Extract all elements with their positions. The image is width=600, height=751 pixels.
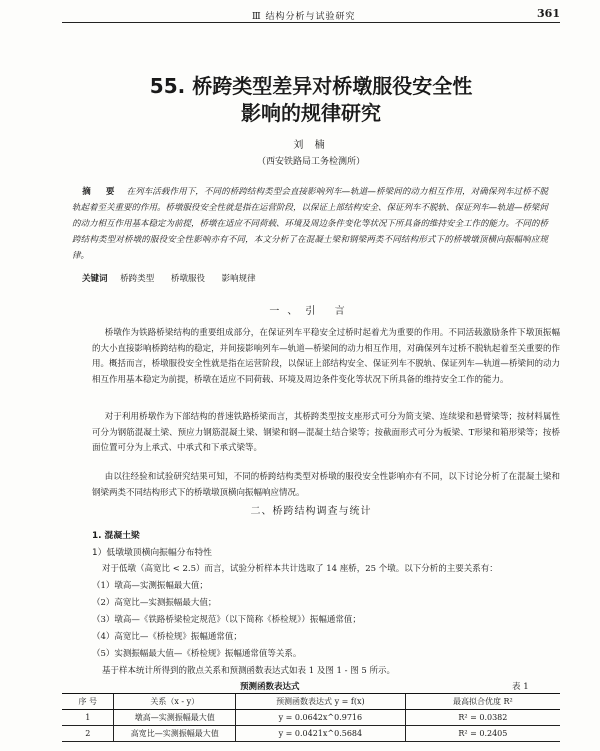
table-row bbox=[62, 710, 560, 726]
table-row bbox=[62, 726, 560, 742]
table-header-cell: 最高拟合优度 R² bbox=[405, 694, 560, 710]
intro-paragraph-3: 由以往经验和试验研究结果可知，不同的桥跨结构类型对桥墩的服役安全性影响亦有不同，以下讨论分析了在混凝土梁和钢梁两类不同结构形式下的桥墩墩顶横向振幅响应情况。 bbox=[92, 472, 560, 498]
paper-title-line2: 影响的规律研究 bbox=[241, 101, 381, 125]
intro-paragraph-2: 对于利用桥墩作为下部结构的普速铁路桥梁而言，其桥跨类型按支座形式可分为简支梁、连续梁和悬臂梁等；按材料属性可分为钢筋混凝土梁、预应力钢筋混凝土梁、钢梁和钢—混凝土结合梁等；按截面形式可分为板梁、T形梁和箱形梁等；按桥面位置可分为上承式、中承式和下承式梁等。 bbox=[92, 412, 560, 454]
page-number: 361 bbox=[537, 7, 560, 20]
keywords-label: 关键词 bbox=[82, 274, 108, 284]
prediction-function-table bbox=[62, 693, 560, 742]
table-number: 表 1 bbox=[512, 682, 529, 692]
table-cell: 高宽比—实测振幅最大值 bbox=[114, 726, 236, 742]
table-cell: 墩高—实测振幅最大值 bbox=[114, 710, 236, 726]
table-reference-sentence: 基于样本统计所得到的散点关系和预测函数表达式如表 1 及图 1 - 图 5 所示。 bbox=[102, 666, 396, 676]
keyword: 影响规律 bbox=[221, 274, 256, 284]
relation-item: （4）高宽比—《桥检规》振幅通常值； bbox=[92, 632, 242, 642]
table-cell: R² = 0.2405 bbox=[405, 726, 560, 742]
table-caption: 预测函数表达式 bbox=[240, 682, 300, 692]
relation-item: （1）墩高—实测振幅最大值； bbox=[92, 581, 208, 591]
table-header-cell: 预测函数表达式 y = f(x) bbox=[236, 694, 406, 710]
table-cell: 2 bbox=[62, 726, 114, 742]
keyword: 桥墩服役 bbox=[170, 274, 205, 284]
author: 刘 楠 bbox=[293, 140, 329, 151]
running-header bbox=[62, 8, 560, 23]
subsection-concrete-beam: 1. 混凝土梁 bbox=[92, 531, 140, 541]
section-title-introduction: 一、引 言 bbox=[269, 306, 353, 317]
abstract-label: 摘 要 bbox=[82, 187, 121, 197]
abstract-text: 在列车活载作用下，不同的桥跨结构类型会直接影响列车—轨道—桥梁间的动力相互作用，对确保列车过桥不脱轨起着至关重要的作用。桥墩服役安全性就是指在运营阶段，以保证上部结构安全、保证列车不脱轨、保证列车—轨道—桥梁间的动力相互作用基本稳定为前提，桥墩在适应不同荷载、环境及周边条件变化等状况下所具备的维持安全工作的能力。不同的桥跨结构类型对桥墩的服役安全性影响亦有不同，本文分析了在混凝土梁和钢梁两类不同结构形式下的桥墩墩顶横向振幅响应规律。 bbox=[72, 187, 549, 261]
table-header-cell: 序 号 bbox=[62, 694, 114, 710]
table-header-cell: 关系（x - y） bbox=[114, 694, 236, 710]
abstract bbox=[72, 184, 548, 264]
intro-paragraph-1: 桥墩作为铁路桥梁结构的重要组成部分，在保证列车平稳安全过桥时起着尤为重要的作用。不同活载激励条件下墩顶振幅的大小直接影响桥跨结构的稳定，并间接影响列车—轨道—桥梁间的动力相互作用，对确保列车过桥不脱轨起着至关重要的作用。概括而言，桥墩服役安全性就是指在运营阶段，以保证上部结构安全、保证列车不脱轨、保证列车—轨道—桥梁间的动力相互作用基本稳定为前提，桥墩在适应不同荷载、环境及周边条件变化等状况下所具备的维持安全工作的能力。 bbox=[92, 328, 560, 385]
relation-item: （3）墩高—《铁路桥梁检定规范》（以下简称《桥检规》）振幅通常值； bbox=[92, 615, 361, 625]
table-cell: y = 0.0421x^0.5684 bbox=[236, 726, 406, 742]
paper-title-line1: 55. 桥跨类型差异对桥墩服役安全性 bbox=[149, 74, 473, 98]
keywords bbox=[82, 272, 270, 284]
table-cell: R² = 0.0382 bbox=[405, 710, 560, 726]
affiliation: （西安铁路局工务检测所） bbox=[256, 157, 365, 167]
table-cell: y = 0.0642x^0.9716 bbox=[236, 710, 406, 726]
running-header-section: Ⅲ 结构分析与试验研究 bbox=[252, 12, 356, 22]
table-header-row bbox=[62, 694, 560, 710]
relation-item: （2）高宽比—实测振幅最大值； bbox=[92, 598, 217, 608]
table-cell: 1 bbox=[62, 710, 114, 726]
relation-item: （5）实测振幅最大值—《桥检规》振幅通常值等关系。 bbox=[92, 649, 302, 659]
section-title-survey: 二、桥跨结构调查与统计 bbox=[250, 506, 372, 517]
analysis-intro: 对于低墩（高宽比 < 2.5）而言，试验分析样本共计选取了 14 座桥，25 个墩。以下分析的主要关系有： bbox=[102, 564, 498, 574]
subsection-low-pier: 1）低墩墩顶横向振幅分布特性 bbox=[92, 548, 212, 558]
keyword: 桥跨类型 bbox=[120, 274, 155, 284]
